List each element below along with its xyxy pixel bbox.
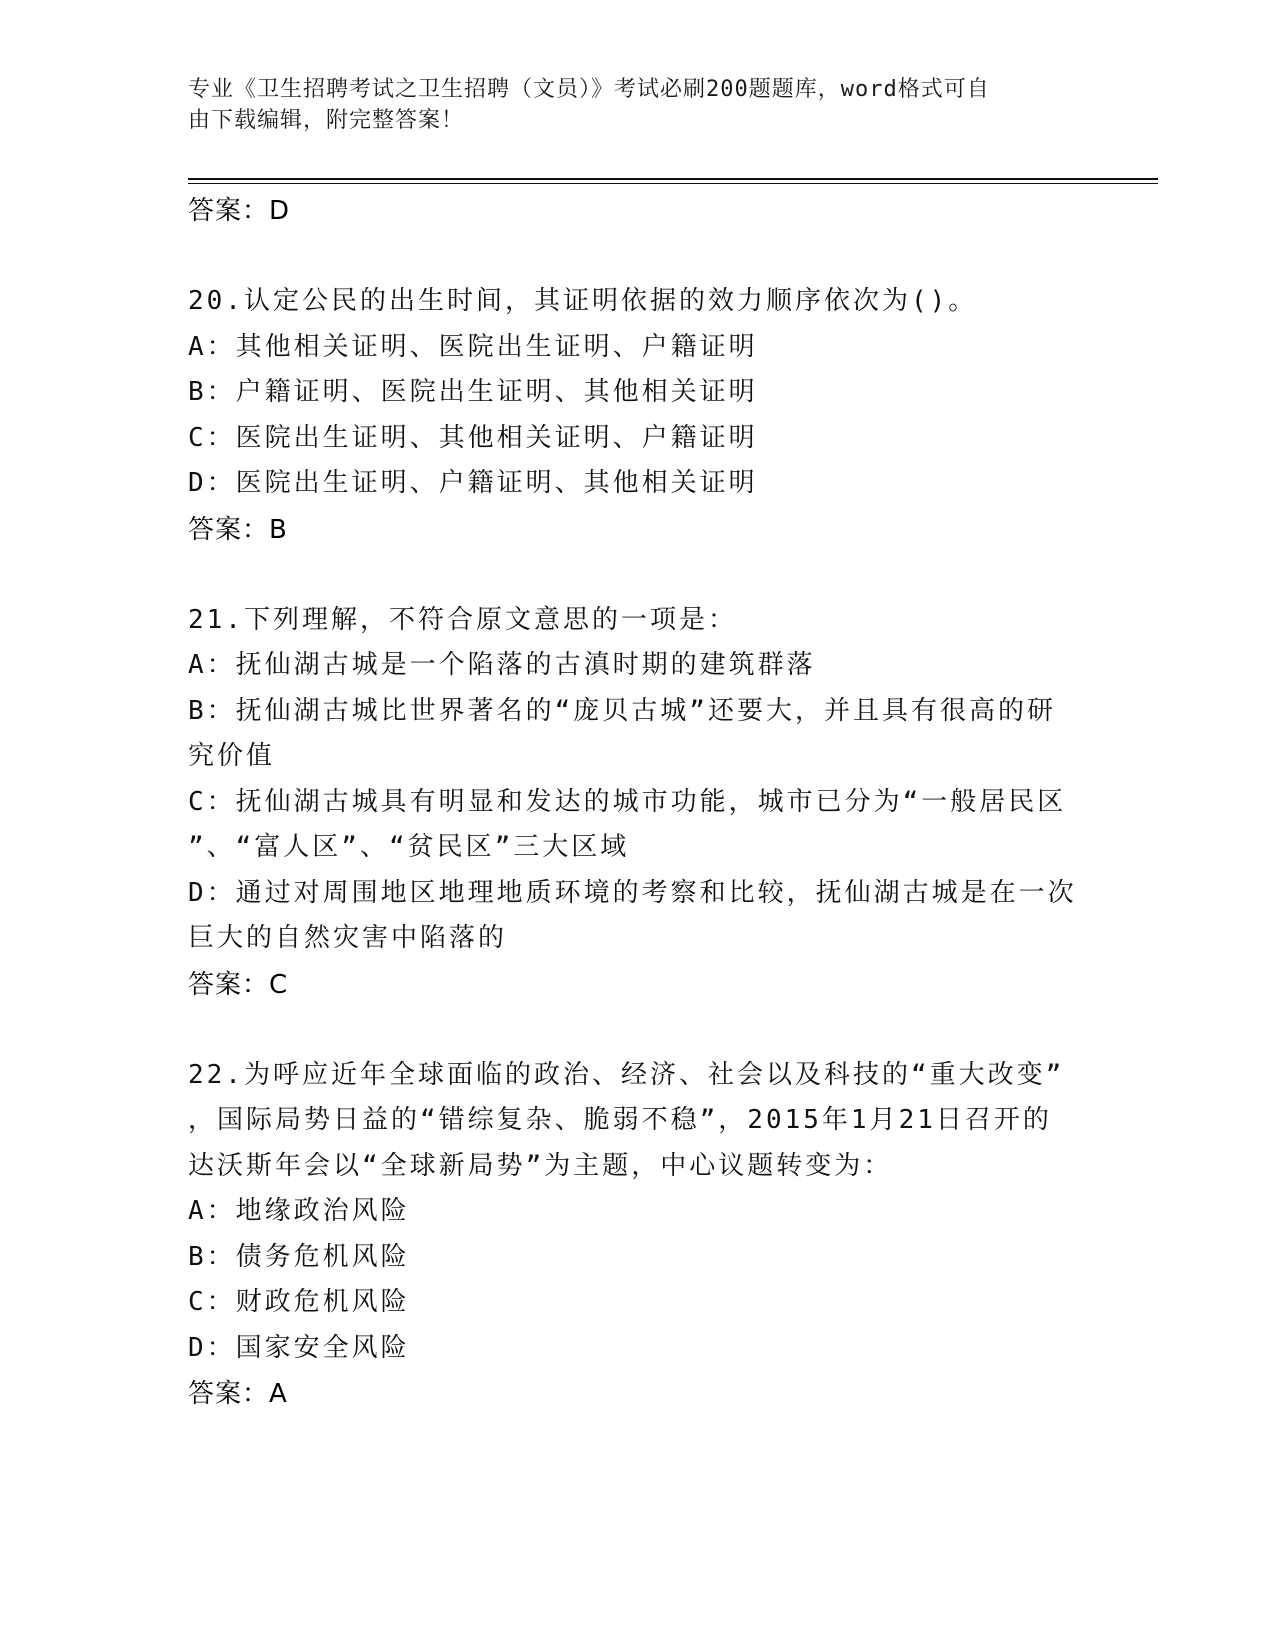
option-d: D：国家安全风险 [188, 1332, 410, 1363]
option-c-continued: ”、“富人区”、“贫民区”三大区域 [188, 832, 630, 862]
answer-label: 答案：C [188, 969, 289, 1000]
option-c: C：财政危机风险 [188, 1287, 410, 1317]
question-21 [188, 598, 1088, 1008]
answer-label: 答案：B [188, 514, 288, 545]
header-rule-thin [188, 183, 1158, 184]
option-d: D：医院出生证明、户籍证明、其他相关证明 [188, 468, 758, 498]
option-b: B：抚仙湖古城比世界著名的“庞贝古城”还要大，并且具有很高的研 [188, 695, 1056, 726]
question-stem: 22.为呼应近年全球面临的政治、经济、社会以及科技的“重大改变” [188, 1059, 1065, 1090]
question-stem: 20.认定公民的出生时间，其证明依据的效力顺序依次为()。 [188, 286, 978, 316]
answer-previous: 答案：D [188, 196, 291, 226]
option-c: C：医院出生证明、其他相关证明、户籍证明 [188, 422, 758, 453]
question-stem-continued: ，国际局势日益的“错综复杂、脆弱不稳”，2015年1月21日召开的 [188, 1105, 1052, 1135]
document-body [188, 188, 1088, 1417]
option-a: A：地缘政治风险 [188, 1196, 410, 1226]
option-a: A：抚仙湖古城是一个陷落的古滇时期的建筑群落 [188, 650, 816, 680]
option-a: A：其他相关证明、医院出生证明、户籍证明 [188, 331, 758, 362]
header-rule-thick [188, 178, 1158, 180]
option-b-continued: 究价值 [188, 741, 276, 771]
question-20 [188, 279, 1088, 553]
option-d-continued: 巨大的自然灾害中陷落的 [188, 923, 508, 953]
document-header [188, 74, 1068, 136]
question-stem: 21.下列理解，不符合原文意思的一项是： [188, 604, 737, 635]
spacer [188, 553, 1088, 598]
option-b: B：债务危机风险 [188, 1241, 410, 1272]
question-stem-continued: 达沃斯年会以“全球新局势”为主题，中心议题转变为： [188, 1150, 893, 1181]
spacer [188, 1008, 1088, 1053]
answer-label: 答案：A [188, 1379, 288, 1409]
option-c: C：抚仙湖古城具有明显和发达的城市功能，城市已分为“一般居民区 [188, 786, 1067, 817]
option-b: B：户籍证明、医院出生证明、其他相关证明 [188, 377, 758, 407]
question-22 [188, 1053, 1088, 1418]
header-line-1: 专业《卫生招聘考试之卫生招聘（文员）》考试必刷200题题库，word格式可自 [188, 77, 990, 102]
header-line-2: 由下载编辑，附完整答案！ [188, 108, 465, 133]
spacer [188, 234, 1088, 279]
option-d: D：通过对周围地区地理地质环境的考察和比较，抚仙湖古城是在一次 [188, 877, 1077, 908]
